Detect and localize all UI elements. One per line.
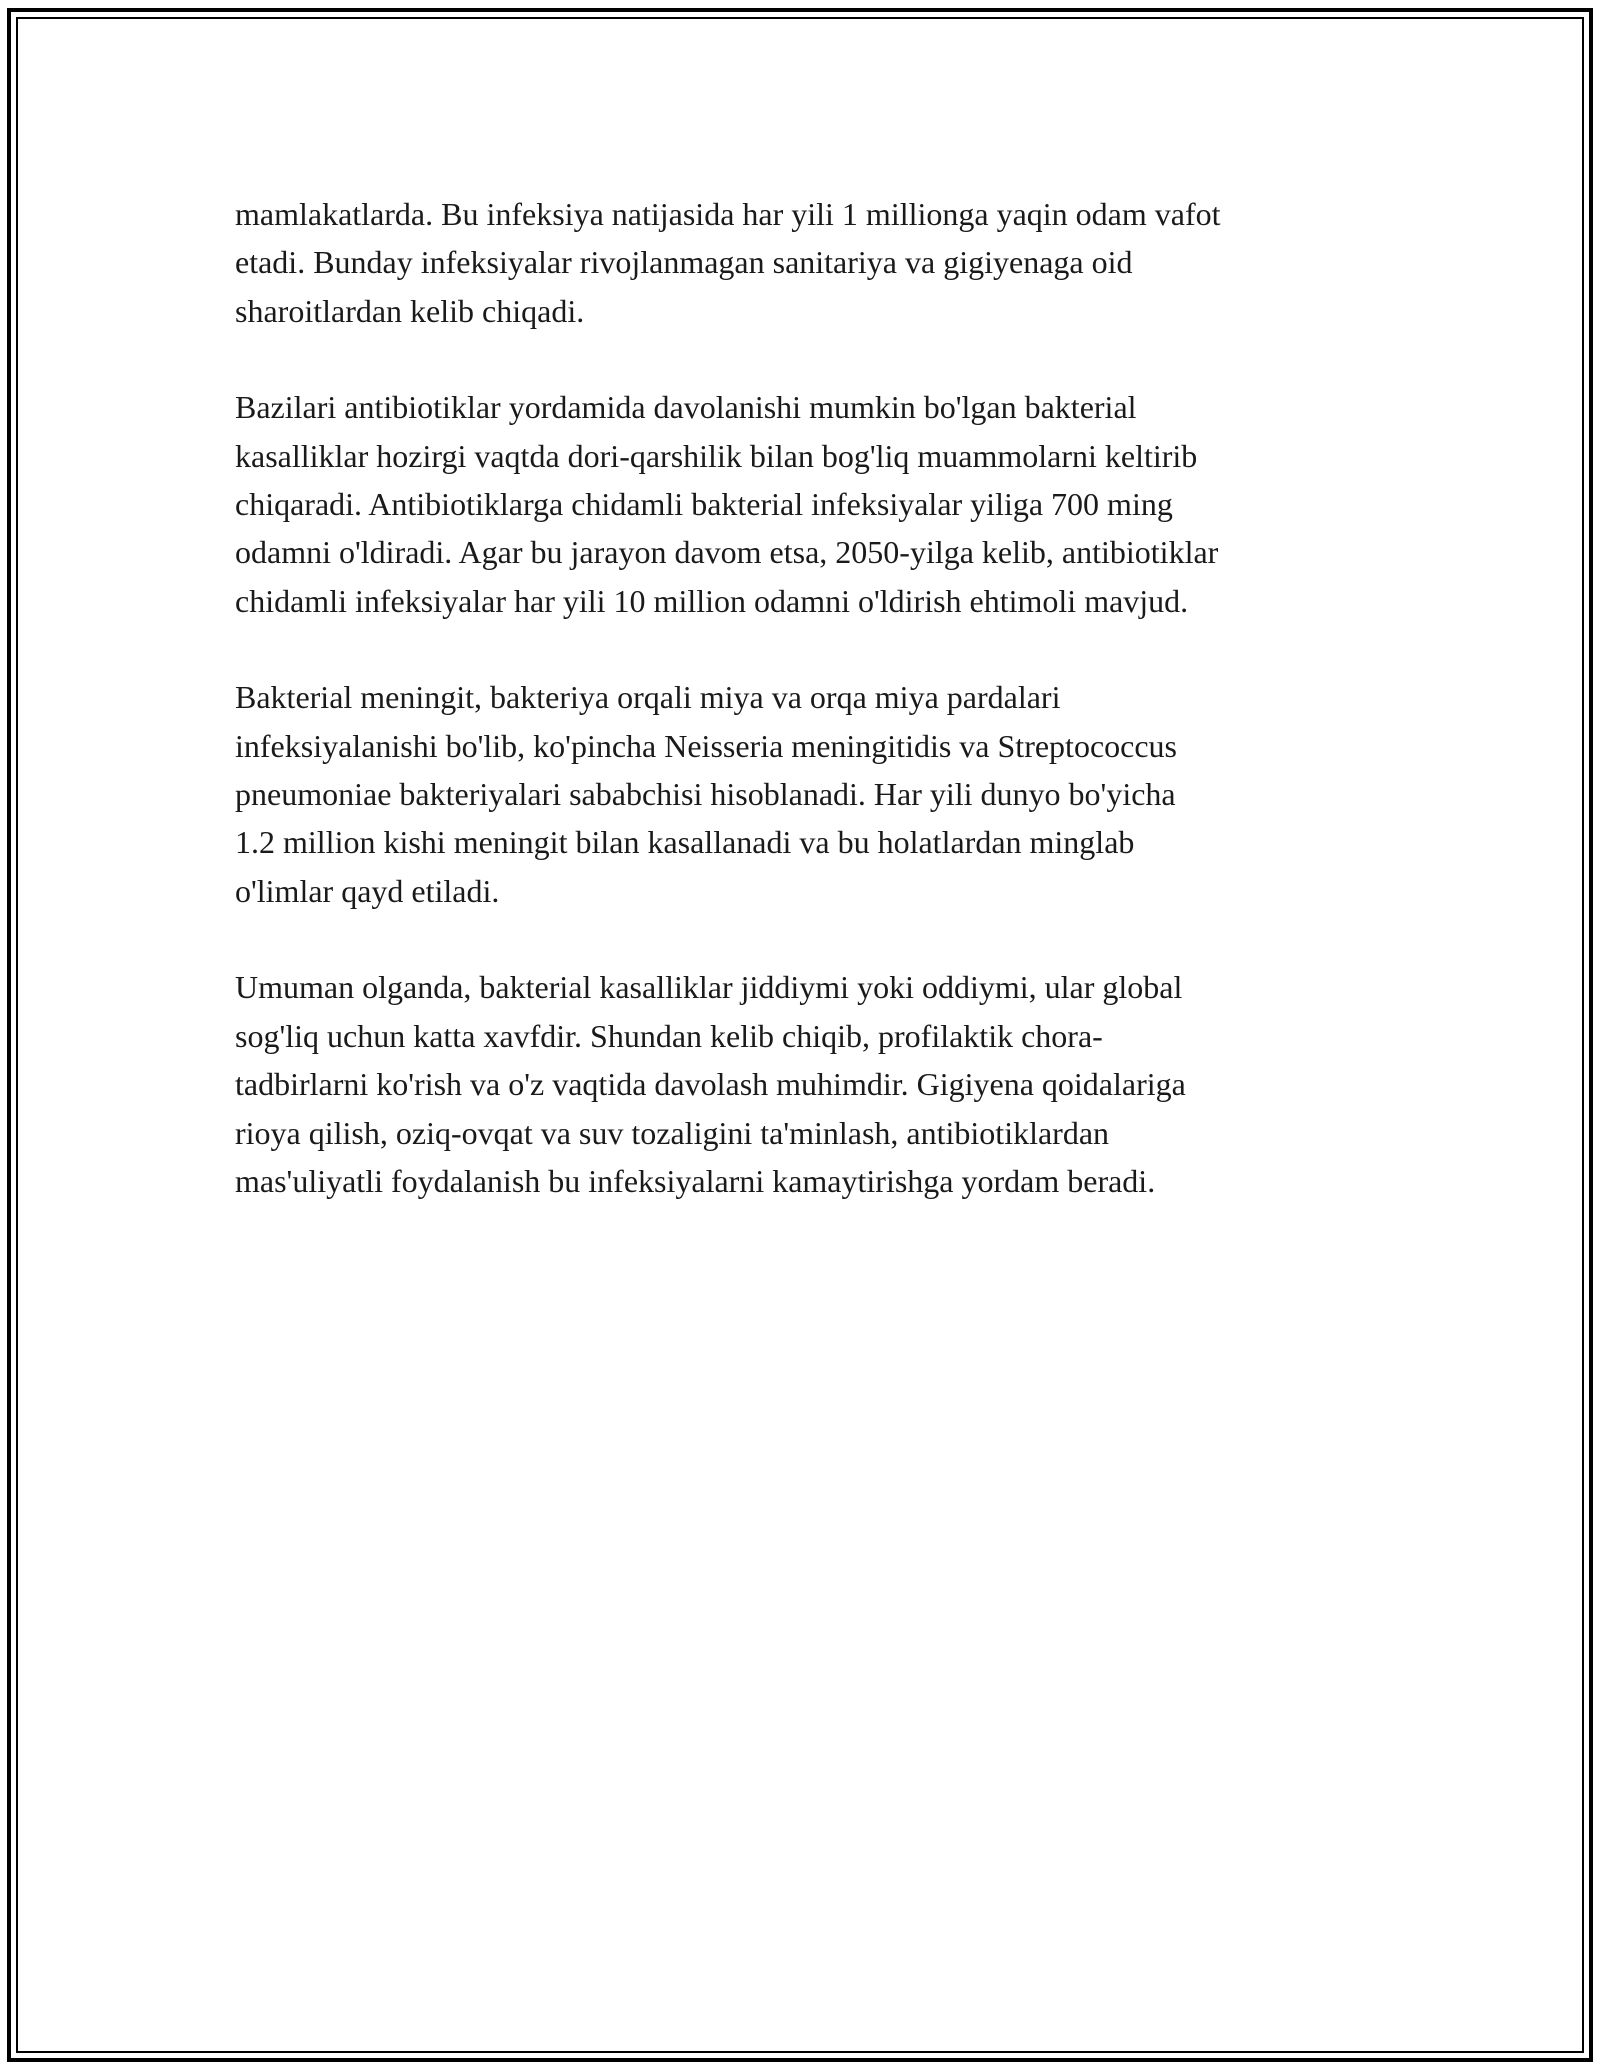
paragraph-2 (235, 383, 1375, 625)
text-line: Umuman olganda, bakterial kasalliklar jiddiymi yoki oddiymi, ular global (235, 969, 1183, 1006)
document-body (235, 190, 1375, 1253)
text-line: mas'uliyatli foydalanish bu infeksiyalarni kamaytirishga yordam beradi. (235, 1162, 1156, 1199)
text-line: 1.2 million kishi meningit bilan kasallanadi va bu holatlardan minglab (235, 824, 1135, 861)
text-line: chiqaradi. Antibiotiklarga chidamli bakterial infeksiyalar yiliga 700 ming (235, 486, 1173, 523)
text-line: odamni o'ldiradi. Agar bu jarayon davom etsa, 2050-yilga kelib, antibiotiklar (235, 534, 1219, 571)
paragraph-1 (235, 190, 1375, 335)
text-line: sog'liq uchun katta xavfdir. Shundan kelib chiqib, profilaktik chora- (235, 1017, 1103, 1054)
text-line: sharoitlardan kelib chiqadi. (235, 292, 585, 329)
text-line: infeksiyalanishi bo'lib, ko'pincha Neisseria meningitidis va Streptococcus (235, 727, 1177, 764)
text-line: etadi. Bunday infeksiyalar rivojlanmagan sanitariya va gigiyenaga oid (235, 244, 1133, 281)
text-line: chidamli infeksiyalar har yili 10 million odamni o'ldirish ehtimoli mavjud. (235, 582, 1189, 619)
text-line: Bakterial meningit, bakteriya orqali miya va orqa miya pardalari (235, 679, 1061, 716)
paragraph-4 (235, 963, 1375, 1205)
text-line: tadbirlarni ko'rish va o'z vaqtida davolash muhimdir. Gigiyena qoidalariga (235, 1066, 1186, 1103)
text-line: Bazilari antibiotiklar yordamida davolanishi mumkin bo'lgan bakterial (235, 389, 1137, 426)
text-line: kasalliklar hozirgi vaqtda dori-qarshilik bilan bog'liq muammolarni keltirib (235, 437, 1198, 474)
text-line: rioya qilish, oziq-ovqat va suv tozaligini ta'minlash, antibiotiklardan (235, 1114, 1110, 1151)
text-line: o'limlar qayd etiladi. (235, 872, 500, 909)
paragraph-3 (235, 673, 1375, 915)
text-line: mamlakatlarda. Bu infeksiya natijasida har yili 1 millionga yaqin odam vafot (235, 196, 1221, 232)
text-line: pneumoniae bakteriyalari sababchisi hisoblanadi. Har yili dunyo bo'yicha (235, 776, 1176, 813)
